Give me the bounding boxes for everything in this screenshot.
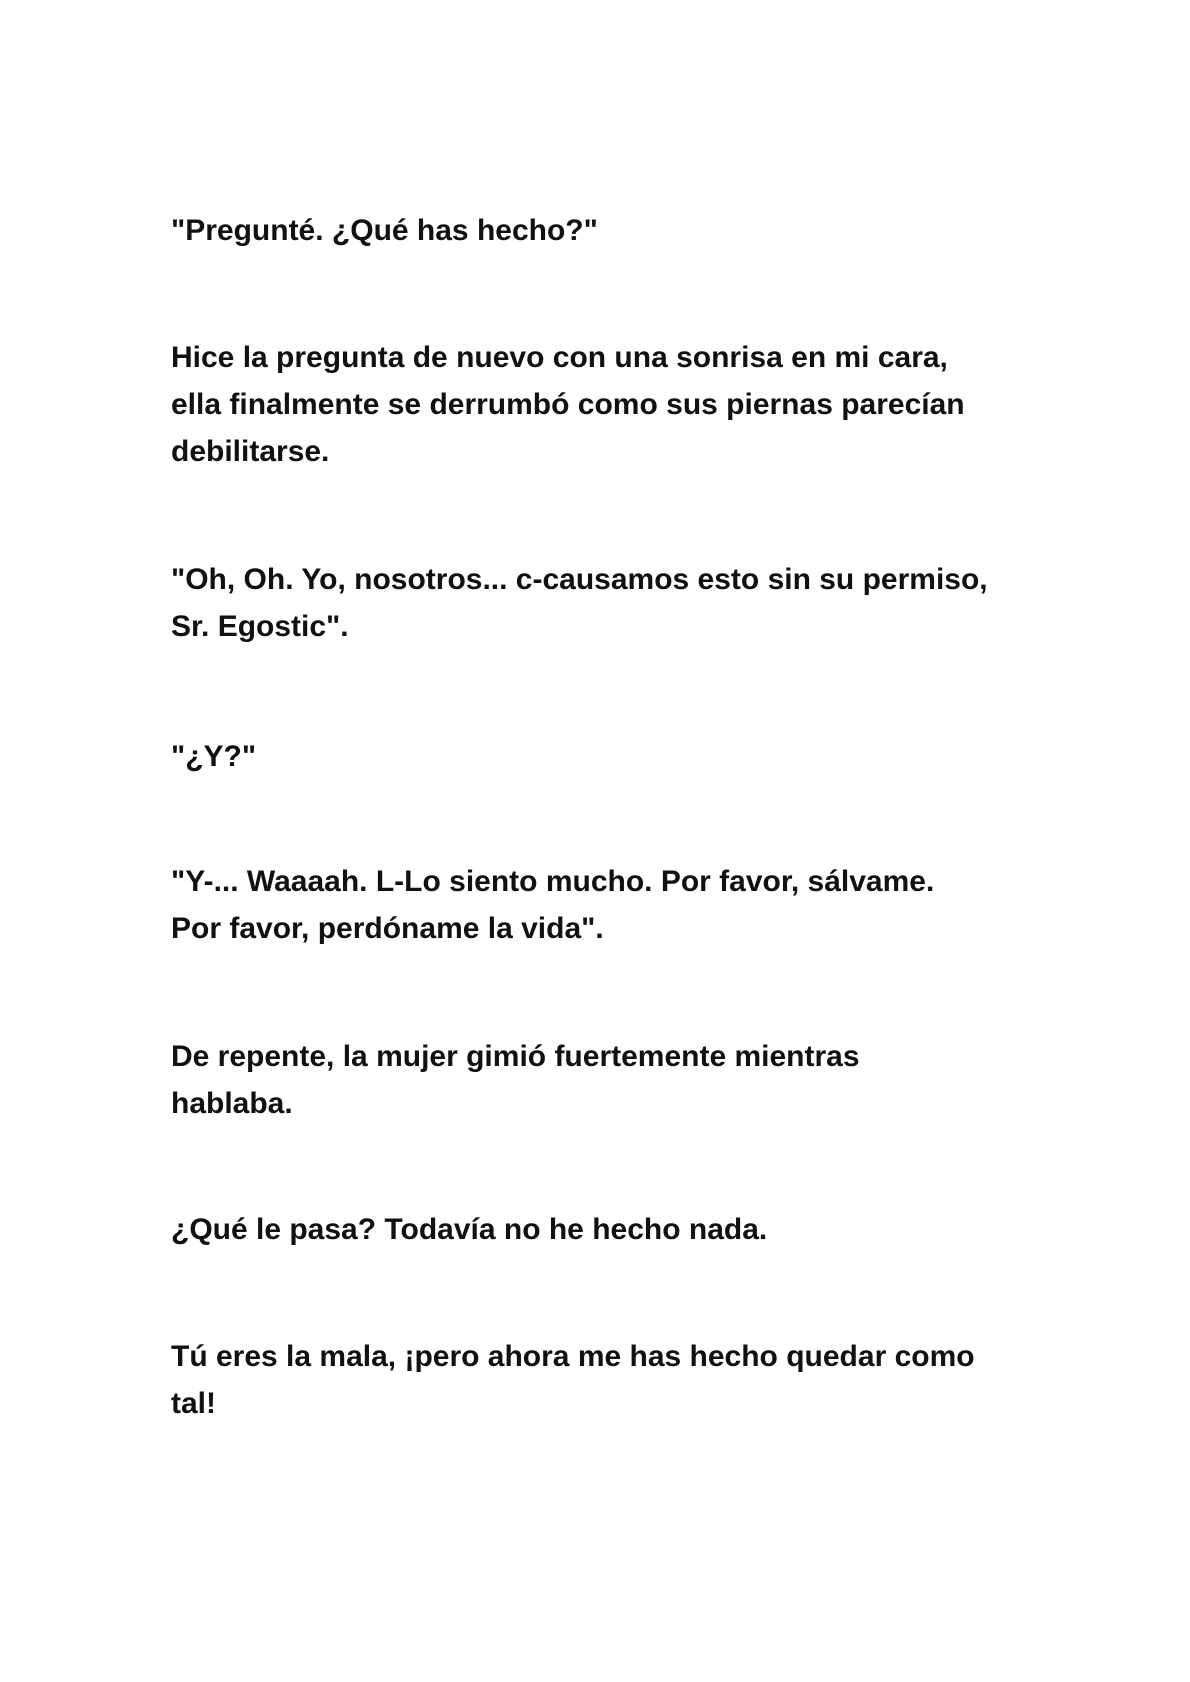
paragraph-line: Hice la pregunta de nuevo con una sonrisa en mi cara,: [171, 341, 948, 374]
paragraph-2: [171, 334, 1031, 475]
paragraph-line: "Y-... Waaaah. L-Lo siento mucho. Por favor, sálvame.: [171, 865, 935, 898]
paragraph-line: Tú eres la mala, ¡pero ahora me has hecho quedar como: [171, 1340, 975, 1373]
paragraph-8: [171, 1333, 1031, 1427]
paragraph-line: Sr. Egostic".: [171, 610, 349, 643]
paragraph-line: debilitarse.: [171, 435, 330, 468]
paragraph-line: tal!: [171, 1387, 216, 1420]
paragraph-line: "¿Y?": [171, 740, 257, 773]
paragraph-line: De repente, la mujer gimió fuertemente mientras: [171, 1040, 860, 1073]
paragraph-line: ¿Qué le pasa? Todavía no he hecho nada.: [171, 1213, 768, 1246]
paragraph-1: [171, 207, 1031, 254]
paragraph-4: [171, 733, 1031, 780]
paragraph-line: "Pregunté. ¿Qué has hecho?": [171, 214, 598, 247]
paragraph-line: "Oh, Oh. Yo, nosotros... c-causamos esto sin su permiso,: [171, 563, 988, 596]
paragraph-6: [171, 1033, 1031, 1127]
paragraph-line: ella finalmente se derrumbó como sus piernas parecían: [171, 388, 965, 421]
paragraph-line: hablaba.: [171, 1087, 293, 1120]
paragraph-5: [171, 858, 1031, 952]
paragraph-line: Por favor, perdóname la vida".: [171, 912, 604, 945]
paragraph-7: [171, 1206, 1031, 1253]
paragraph-3: [171, 556, 1031, 650]
